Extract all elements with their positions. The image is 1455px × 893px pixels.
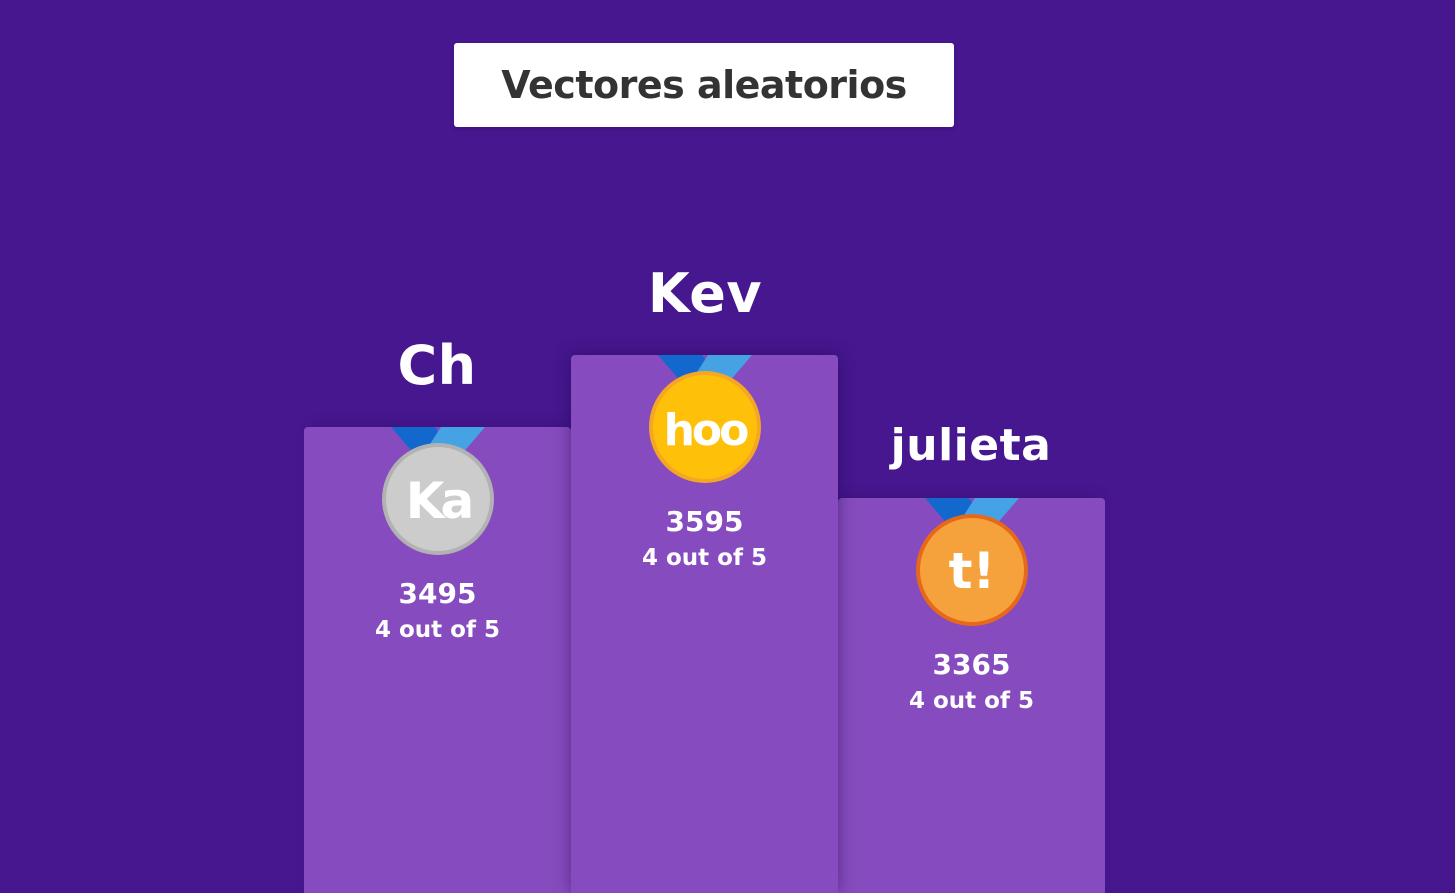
bronze-medal-label: t! [948,542,995,600]
silver-medal-label: Ka [405,472,470,530]
first-place-name: Kev [647,262,763,325]
second-place-correct: 4 out of 5 [374,617,500,643]
second-place-podium [304,427,571,893]
first-place-score: 3595 [665,505,744,538]
gold-medal-label: hoo [663,405,746,456]
first-place-podium [571,355,838,893]
third-place-podium [838,498,1105,893]
bronze-medal-icon [914,512,1030,628]
second-place-name: Ch [397,334,477,397]
gold-medal-icon [647,369,763,485]
third-place-score: 3365 [932,648,1011,681]
second-place-score: 3495 [398,577,477,610]
quiz-title: Vectores aleatorios [501,63,907,107]
third-place-name: julieta [890,420,1052,471]
first-place-correct: 4 out of 5 [641,545,767,571]
silver-medal-icon [380,441,496,557]
quiz-title-card [454,43,954,127]
third-place-correct: 4 out of 5 [908,688,1034,714]
